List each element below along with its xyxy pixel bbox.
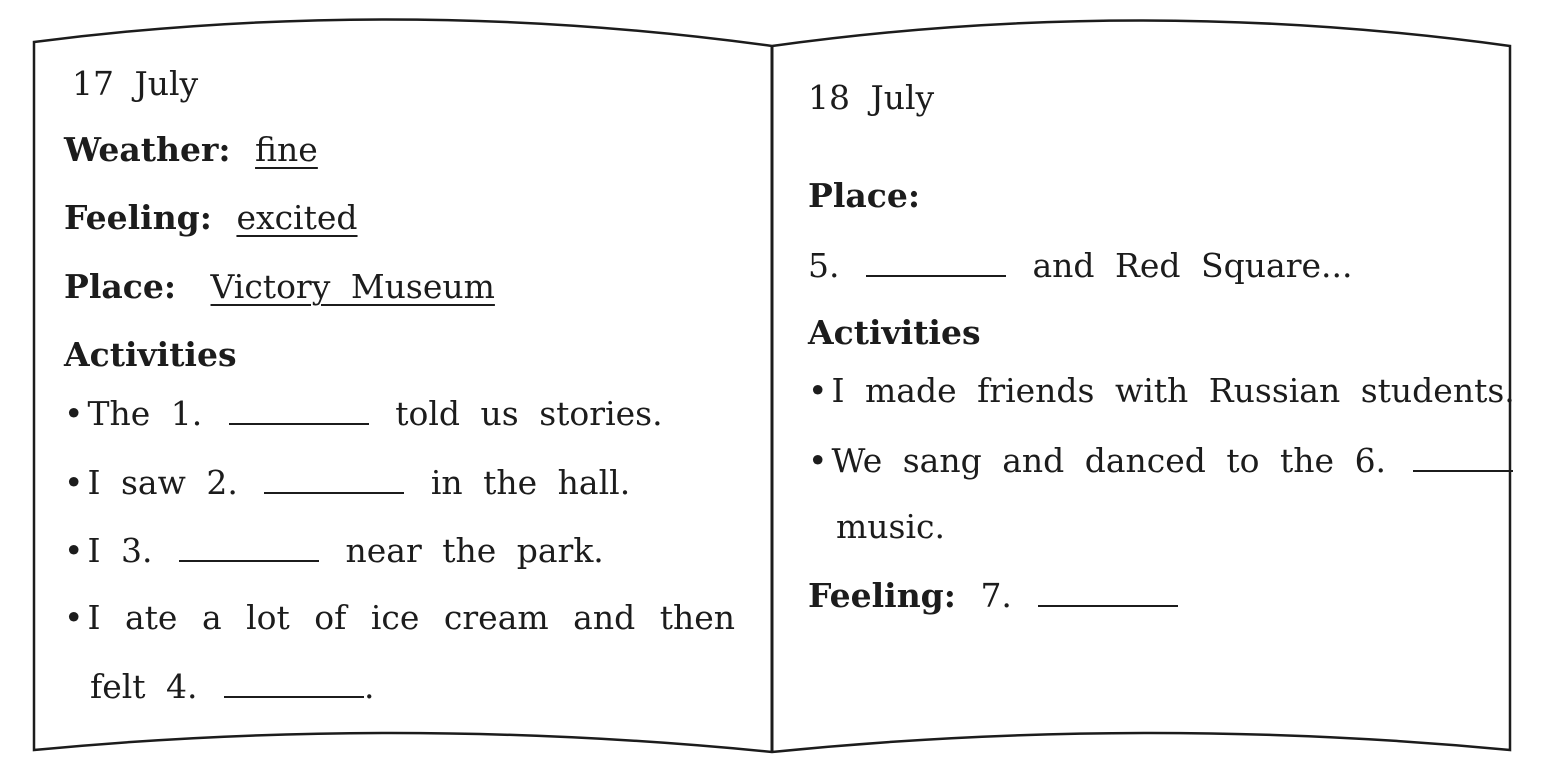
place-item-after: and Red Square... — [1032, 246, 1353, 285]
left-feeling-row — [64, 198, 358, 238]
right-place-label — [808, 176, 920, 216]
activity-4-cont-before: felt 4. — [90, 667, 198, 706]
left-activity-3 — [64, 530, 604, 571]
bullet-icon: • — [64, 463, 84, 502]
blank-7[interactable] — [1038, 575, 1178, 607]
left-place-row — [64, 267, 495, 307]
blank-3[interactable] — [179, 530, 319, 562]
bullet-icon: • — [64, 531, 84, 570]
right-place-label-text: Place: — [808, 176, 921, 215]
left-activities-heading-text: Activities — [64, 335, 237, 374]
right-activity-1-text: I made friends with Russian students. — [831, 371, 1515, 410]
blank-6[interactable] — [1413, 440, 1513, 472]
left-activities-heading — [64, 335, 237, 375]
bullet-icon: • — [808, 371, 828, 410]
right-feeling-label: Feeling: — [808, 576, 956, 615]
left-place-label: Place: — [64, 267, 177, 306]
place-item-before: 5. — [808, 246, 840, 285]
left-activity-4-cont — [90, 666, 375, 707]
activity-1-after: told us stories. — [395, 394, 663, 433]
activity-4-cont-after: . — [364, 667, 375, 706]
right-activity-2-text: We sang and danced to the 6. — [831, 441, 1387, 480]
activity-2-before: I saw 2. — [87, 463, 238, 502]
left-page — [0, 0, 772, 776]
left-date — [72, 64, 198, 104]
left-feeling-value: excited — [236, 198, 358, 237]
activity-3-before: I 3. — [87, 531, 153, 570]
right-page — [772, 0, 1515, 776]
left-activity-4 — [64, 598, 735, 638]
left-activity-2 — [64, 462, 630, 503]
blank-2[interactable] — [264, 462, 404, 494]
right-activity-2-cont — [836, 507, 945, 547]
right-activity-2-cont-text: music. — [836, 507, 946, 546]
right-date — [808, 78, 934, 118]
weather-row — [64, 130, 318, 170]
left-place-value: Victory Museum — [210, 267, 495, 306]
left-activity-1 — [64, 393, 663, 434]
right-activities-heading-text: Activities — [808, 313, 981, 352]
right-activities-heading — [808, 313, 981, 353]
right-activity-1 — [808, 371, 1515, 411]
bullet-icon: • — [64, 598, 84, 637]
right-feeling-row — [808, 575, 1184, 616]
left-feeling-label: Feeling: — [64, 198, 212, 237]
blank-1[interactable] — [229, 393, 369, 425]
weather-label: Weather: — [64, 130, 231, 169]
left-date-text: 17 July — [72, 64, 199, 103]
right-activity-2 — [808, 440, 1519, 481]
blank-5[interactable] — [866, 245, 1006, 277]
blank-4[interactable] — [224, 666, 364, 698]
right-place-item — [808, 245, 1352, 286]
activity-2-after: in the hall. — [430, 463, 631, 502]
activity-3-after: near the park. — [345, 531, 604, 570]
bullet-icon: • — [64, 394, 84, 433]
bullet-icon: • — [808, 441, 828, 480]
right-date-text: 18 July — [808, 78, 935, 117]
activity-1-before: The 1. — [87, 394, 203, 433]
weather-value: fine — [255, 130, 318, 169]
activity-4-text: I ate a lot of ice cream and then — [87, 598, 735, 637]
right-feeling-before: 7. — [980, 576, 1012, 615]
